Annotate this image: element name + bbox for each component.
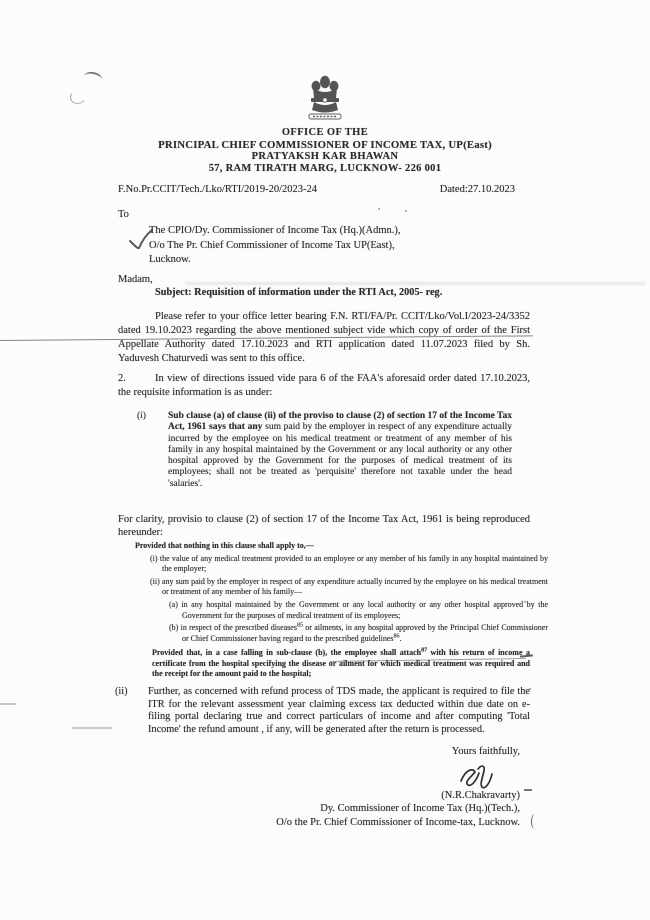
salutation: Madam, [118, 274, 153, 285]
paragraph-2-text: In view of directions issued vide para 6 of the FAA's aforesaid order dated 17.10.2023, the requisite information is as under: [118, 373, 530, 398]
valediction: Yours faithfully, [451, 746, 520, 757]
subject-line: Subject: Requisition of information under the RTI Act, 2005- reg. [155, 287, 443, 298]
proviso-sub-b-text: (b) in respect of the prescribed diseases [169, 623, 297, 633]
signatory-title: O/o the Pr. Chief Commissioner of Income-tax, Lucknow. [276, 816, 520, 828]
office-line: OFFICE OF THE [281, 127, 369, 138]
letterhead [110, 74, 540, 175]
pen-mark-paren [531, 814, 537, 829]
item-marker: (i) [137, 411, 146, 421]
proviso-item-i: (i) the value of any medical treatment provided to an employee or any member of his family in any hospital maintained by the employer; [150, 553, 548, 574]
scan-line-artifact [0, 703, 16, 705]
paragraph-1: Please refer to your office letter bearing F.N. RTI/FA/Pr. CCIT/Lko/Vol.I/2023-24/3352 dated 19.10.2023 regarding the above mentioned subject vide which copy of order of the First Appellate Authority dated 17.10.2023 and RTI application dated 11.07.2023 filed by Sh. Yaduvesh Chaturvedi was sent to this office. [118, 311, 530, 364]
pen-mark-arc [83, 70, 103, 85]
organization-line: PRINCIPAL CHIEF COMMISSIONER OF INCOME TAX, UP(East) [158, 139, 492, 151]
building-line: PRATYAKSH KAR BHAWAN [251, 151, 399, 162]
list-item-ii [115, 686, 530, 736]
scan-line-artifact [72, 727, 112, 729]
proviso-sub-a: (a) in any hospital maintained by the Government or any local authority or any other hospital approved by the Government for the purposes of medical treatment of its employees; [169, 599, 548, 620]
letter-date: Dated:27.10.2023 [439, 184, 515, 195]
recipient-line: The CPIO/Dy. Commissioner of Income Tax (Hq.)(Admn.), [149, 225, 401, 236]
recipient-line: Lucknow. [149, 254, 191, 265]
scan-speck [405, 210, 407, 212]
pen-mark-dash [524, 789, 532, 791]
signatory-title: Dy. Commissioner of Income Tax (Hq.)(Tech.), [320, 803, 520, 814]
item-i-rest-text: sum paid by the employer in respect of any expenditure actually incurred by the employee on his medical treatment or treatment of any member of his family in any hospital maintained by the Government or any local authority or any other hospital approved by the Government for the purposes of medical treatment of its employees; shall not be treated as 'perquisite' therefore not taxable under the head 'salaries'. [168, 422, 513, 489]
paragraph-number: 2. [118, 373, 126, 384]
proviso-sub-b-text: or ailments, in any hospital approved by the Principal Chief Commissioner or Chief Commissioner having regard to the prescribed guidelines [182, 623, 548, 643]
item-marker: (ii) [115, 686, 128, 697]
statute-extract-block [118, 541, 548, 679]
pen-mark-arc [69, 88, 88, 105]
item-i-bold-text: Sub clause (a) of clause (ii) of the proviso to clause (2) of section 17 of the Income Tax Act, 1961 says that any [168, 411, 512, 433]
proviso-provided-clause [152, 648, 530, 679]
recipient-address [149, 224, 401, 268]
address-line: 57, RAM TIRATH MARG, LUCKNOW- 226 001 [208, 163, 442, 174]
item-ii-text: Further, as concerned with refund process of TDS made, the applicant is required to file the ITR for the relevant assessment year claiming excess tax deducted within due date on e-filing portal declaring true and correct particulars of income and after computing 'Total Income' the refund amount , if any, will be generated after the return is processed. [148, 686, 530, 735]
footnote-ref: 85 [296, 622, 303, 629]
provided-clause-text: Provided that, in a case falling in sub-clause (b), the employee shall attach [152, 648, 422, 658]
list-item-i [118, 411, 512, 490]
reference-row [118, 184, 515, 195]
recipient-line: O/o The Pr. Chief Commissioner of Income Tax UP(East), [149, 239, 395, 251]
paragraph-2 [118, 372, 530, 400]
to-label: To [118, 209, 129, 220]
closing-block [130, 745, 520, 829]
provided-clause-text: with his return of income a certificate from the hospital specifying the disease or ailment for which medical treatment was required and the receipt for the amount paid to the hospital; [152, 648, 530, 678]
footnote-ref: 87 [421, 647, 428, 654]
signature-icon [454, 760, 502, 790]
proviso-item-ii: (ii) any sum paid by the employer in respect of any expenditure actually incurred by the employee on his medical treatment or treatment of any member of his family— [150, 576, 548, 597]
scan-smudge [185, 282, 645, 285]
footnote-ref: 86 [393, 633, 400, 640]
scan-speck [378, 208, 380, 210]
item-i-text [118, 411, 512, 490]
proviso-sub-b-text: . [399, 633, 402, 643]
signatory-name: (N.R.Chakravarty) [441, 789, 520, 801]
file-number: F.No.Pr.CCIT/Tech./Lko/RTI/2019-20/2023-24 [118, 184, 318, 195]
national-emblem-icon [305, 74, 345, 122]
proviso-intro: Provided that nothing in this clause shall apply to,— [135, 541, 314, 550]
clarity-paragraph: For clarity, provisio to clause (2) of section 17 of the Income Tax Act, 1961 is being reproduced hereunder: [118, 514, 530, 538]
proviso-sub-b [118, 623, 548, 644]
